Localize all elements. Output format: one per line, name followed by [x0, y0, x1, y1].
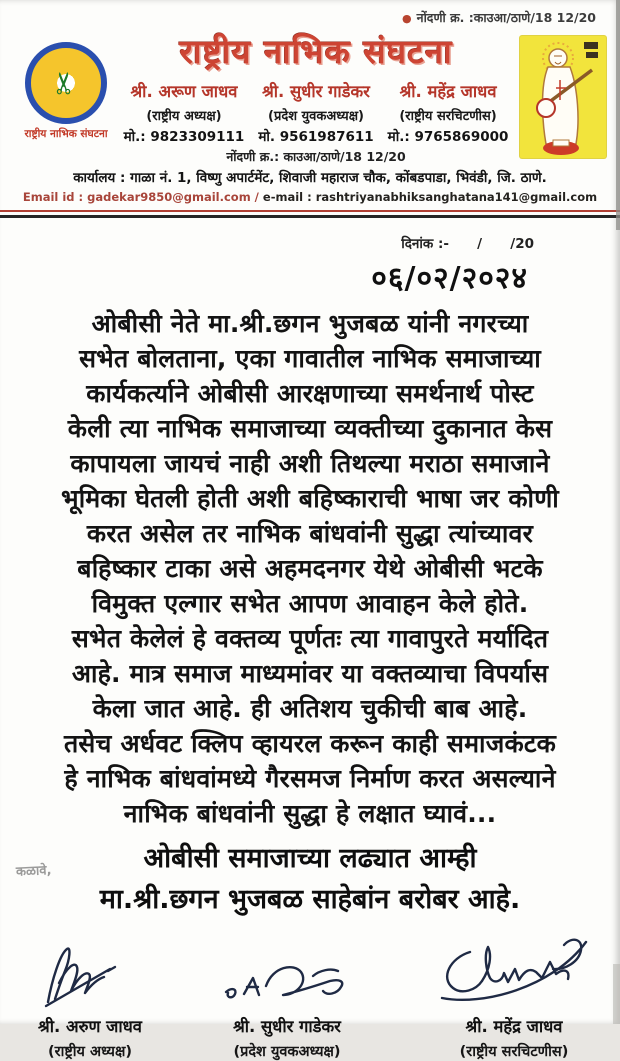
body-line: तसेच अर्धवट क्लिप व्हायरल करून काही समाजकंटक: [63, 729, 557, 758]
signature-sudhir-gadekar: [218, 956, 356, 1008]
official-mobile: मो.: 9765869000: [387, 129, 509, 145]
signatory-1: [36, 942, 144, 1061]
body-line: नाभिक बांधवांनी सुद्धा हे लक्षात घ्यावं...: [123, 799, 497, 828]
closing-line: ओबीसी समाजाच्या लढ्यात आम्ही: [143, 843, 477, 874]
body-line: हे नाभिक बांधवांमध्ये गैरसमज निर्माण करत असल्याने: [64, 764, 556, 793]
body-line: ओबीसी नेते मा.श्री.छगन भुजबळ यांनी नगरच्या: [91, 309, 529, 338]
org-emblem: [25, 42, 107, 124]
letterhead: [0, 26, 620, 165]
signatory-name: श्री. महेंद्र जाधव: [465, 1017, 563, 1036]
registration-number-top: [0, 0, 620, 26]
body-line: कापायला जायचं नाही अशी तिथल्या मराठा समाजाने: [70, 449, 550, 478]
signature-mahendra-jadhav: [430, 926, 598, 1008]
saint-illustration-box: [520, 36, 606, 158]
org-logo: [14, 42, 118, 141]
saint-figure-icon: [520, 36, 606, 158]
body-line: कार्यकर्त्याने ओबीसी आरक्षणाच्या समर्थनार्थ पोस्ट: [86, 379, 534, 408]
official-youth-president: [258, 79, 373, 145]
official-role: (राष्ट्रीय सरचिटणीस): [399, 109, 497, 124]
signatory-name: श्री. अरुण जाधव: [38, 1017, 142, 1036]
body-line: विमुक्त एल्गार सभेत आपण आवाहन केले होते.: [91, 589, 529, 618]
header-divider: [0, 210, 620, 218]
email-primary: Email id : gadekar9850@gmail.com /: [22, 190, 259, 204]
body-line: केली त्या नाभिक समाजाच्या व्यक्तीच्या दुकानात केस: [67, 414, 553, 443]
letterhead-center: [118, 26, 514, 165]
signatory-role: (राष्ट्रीय अध्यक्ष): [48, 1044, 132, 1060]
photo-edge-shadow: [616, 0, 620, 230]
official-role: (प्रदेश युवकअध्यक्ष): [268, 109, 364, 124]
body-line: बहिष्कार टाका असे अहमदनगर येथे ओबीसी भटके: [77, 554, 543, 583]
body-line: सभेत केलेलं हे वक्तव्य पूर्णतः त्या गावापुरते मर्यादित: [71, 624, 549, 653]
date-label: दिनांक :- / /20: [401, 236, 534, 252]
official-mobile: मो. 9561987611: [258, 129, 374, 145]
letter-closing: [0, 838, 620, 920]
official-name: श्री. महेंद्र जाधव: [399, 82, 497, 101]
officials-row: [118, 79, 514, 145]
official-name: श्री. सुधीर गाडेकर: [262, 82, 370, 101]
saint-illustration: [514, 36, 612, 158]
body-line: केला जात आहे. ही अतिशय चुकीची बाब आहे.: [92, 694, 528, 723]
closing-line: मा.श्री.छगन भुजबळ साहेबांन बरोबर आहे.: [99, 884, 521, 915]
signatory-name: श्री. सुधीर गाडेकर: [233, 1017, 341, 1036]
body-line: भूमिका घेतली होती अशी बहिष्काराची भाषा जर कोणी: [61, 484, 559, 513]
signatory-2: [218, 956, 356, 1061]
email-secondary: e-mail : rashtriyanabhiksanghatana141@gmail.com: [262, 190, 598, 204]
org-title: राष्ट्रीय नाभिक संघटना: [179, 32, 453, 71]
letter-body: [0, 306, 620, 831]
salutation-handwritten: कळावे,: [15, 863, 52, 880]
official-role: (राष्ट्रीय अध्यक्ष): [146, 109, 222, 124]
org-logo-caption: राष्ट्रीय नाभिक संघटना: [24, 128, 108, 140]
official-president: [124, 79, 245, 145]
body-line: सभेत बोलताना, एका गावातील नाभिक समाजाच्या: [79, 344, 541, 373]
signatory-role: (राष्ट्रीय सरचिटणीस): [459, 1044, 569, 1060]
official-name: श्री. अरूण जाधव: [130, 82, 238, 101]
registration-number-top-text: नोंदणी क्र. :काउआ/ठाणे/18 12/20: [416, 10, 596, 25]
registration-number-mid: नोंदणी क्र.: काउआ/ठाणे/18 12/20: [226, 149, 406, 164]
bullet-icon: ●: [402, 12, 412, 25]
signatory-3: [430, 926, 598, 1061]
signature-block: [0, 920, 620, 1061]
signatory-role: (प्रदेश युवकअध्यक्ष): [233, 1044, 341, 1060]
email-line: [0, 190, 620, 204]
official-mobile: मो.: 9823309111: [123, 129, 245, 145]
saint-corner-marks: [584, 42, 598, 58]
office-address: कार्यालय : गाळा नं. 1, विष्णु अपार्टमेंट, शिवाजी महाराज चौक, कोंबडपाडा, भिवंडी, जि. ठाणे.: [73, 170, 547, 186]
photo-corner-shadow: [613, 964, 620, 1024]
body-line: आहे. मात्र समाज माध्यमांवर या वक्तव्याचा विपर्यास: [71, 659, 549, 688]
signature-arun-jadhav: [36, 942, 144, 1008]
scissors-comb-icon: ✂: [47, 70, 83, 96]
official-secretary: [388, 79, 509, 145]
date-handwritten: ०६/०२/२०२४: [371, 261, 528, 296]
body-line: करत असेल तर नाभिक बांधवांनी सुद्धा त्यांच्यावर: [86, 519, 534, 548]
